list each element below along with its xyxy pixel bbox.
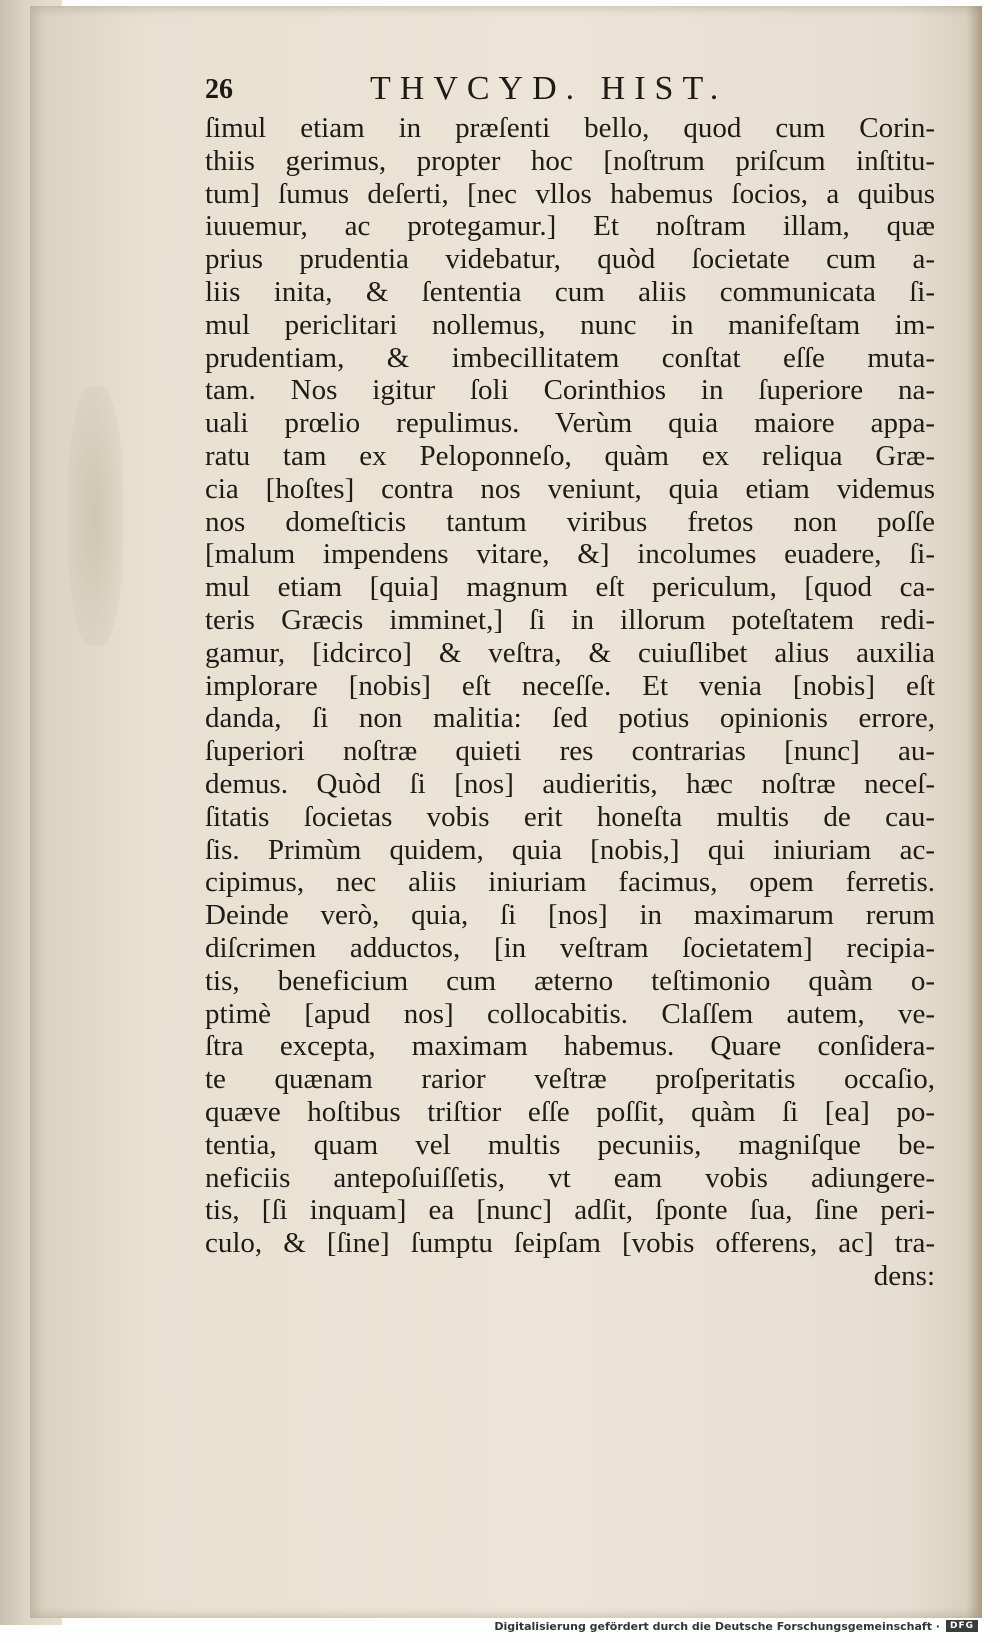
text-line: demus. Quòd ſi [nos] audieritis, hæc noſtræ neceſ- bbox=[205, 767, 935, 800]
text-line: ſuperiori noſtræ quieti res contrarias [nunc] au- bbox=[205, 735, 935, 768]
text-line: danda, ſi non malitia: ſed potius opinionis errore, bbox=[205, 702, 935, 735]
text-line: dens: bbox=[873, 1259, 935, 1292]
text-line: tis, [ſi inquam] ea [nunc] adſit, ſponte ſua, ſine peri- bbox=[205, 1194, 935, 1227]
digitization-credit bbox=[494, 1617, 978, 1635]
text-line: Deinde verò, quia, ſi [nos] in maximarum rerum bbox=[205, 899, 935, 932]
text-line: [malum impendens vitare, &] incolumes euadere, ſi- bbox=[205, 538, 935, 571]
text-line: cia [hoſtes] contra nos veniunt, quia etiam videmus bbox=[205, 472, 935, 505]
text-line: teris Græcis imminet,] ſi in illorum poteſtatem redi- bbox=[205, 603, 935, 636]
text-line: uali prœlio repulimus. Verùm quia maiore appa- bbox=[205, 407, 935, 440]
text-line: thiis gerimus, propter hoc [noſtrum priſcum inſtitu- bbox=[205, 144, 935, 177]
text-line: tis, beneficium cum æterno teſtimonio quàm o- bbox=[205, 964, 935, 997]
text-line: quæve hoſtibus triſtior eſſe poſſit, quàm ſi [ea] po- bbox=[205, 1095, 935, 1128]
credit-text: Digitalisierung gefördert durch die Deutsche Forschungsgemeinschaft · bbox=[494, 1619, 940, 1633]
text-line: tentia, quam vel multis pecuniis, magniſque be- bbox=[205, 1128, 935, 1161]
text-line: ſitatis ſocietas vobis erit honeſta multis de cau- bbox=[205, 800, 935, 833]
text-line: prudentiam, & imbecillitatem conſtat eſſe muta- bbox=[205, 341, 935, 374]
text-line: mul periclitari nollemus, nunc in manifeſtam im- bbox=[205, 308, 935, 341]
text-line: ſis. Primùm quidem, quia [nobis,] qui iniuriam ac- bbox=[205, 833, 935, 866]
page-edge-shadow bbox=[966, 6, 982, 1618]
text-line: nos domeſticis tantum viribus fretos non poſſe bbox=[205, 505, 935, 538]
text-line: prius prudentia videbatur, quòd ſocietate cum a- bbox=[205, 243, 935, 276]
text-line: ſimul etiam in præſenti bello, quod cum Corin- bbox=[205, 112, 935, 144]
text-line: te quænam rarior veſtræ proſperitatis occaſio, bbox=[205, 1063, 935, 1096]
body-text bbox=[205, 112, 935, 1293]
dfg-logo: DFG bbox=[946, 1620, 978, 1632]
text-line: iuuemur, ac protegamur.] Et noſtram illam, quæ bbox=[205, 210, 935, 243]
paper-stain bbox=[68, 386, 123, 646]
page-number: 26 bbox=[205, 74, 233, 105]
text-line: ptimè [apud nos] collocabitis. Claſſem autem, ve- bbox=[205, 997, 935, 1030]
text-line: ratu tam ex Peloponneſo, quàm ex reliqua Græ- bbox=[205, 439, 935, 472]
running-title: THVCYD. HIST. bbox=[370, 70, 728, 107]
text-line: gamur, [idcirco] & veſtra, & cuiuſlibet alius auxilia bbox=[205, 636, 935, 669]
text-line: mul etiam [quia] magnum eſt periculum, [quod ca- bbox=[205, 571, 935, 604]
text-line: liis inita, & ſententia cum aliis communicata ſi- bbox=[205, 275, 935, 308]
text-line: tam. Nos igitur ſoli Corinthios in ſuperiore na- bbox=[205, 374, 935, 407]
text-line: cipimus, nec aliis iniuriam facimus, opem ferretis. bbox=[205, 866, 935, 899]
text-line: ſtra excepta, maximam habemus. Quare conſidera- bbox=[205, 1030, 935, 1063]
text-line: implorare [nobis] eſt neceſſe. Et venia [nobis] eſt bbox=[205, 669, 935, 702]
text-line: neficiis antepoſuiſſetis, vt eam vobis adiungere- bbox=[205, 1161, 935, 1194]
running-head bbox=[205, 70, 905, 110]
text-line: tum] ſumus deſerti, [nec vllos habemus ſocios, a quibus bbox=[205, 177, 935, 210]
text-line: diſcrimen adductos, [in veſtram ſocietatem] recipia- bbox=[205, 931, 935, 964]
text-line: culo, & [ſine] ſumptu ſeipſam [vobis offerens, ac] tra- bbox=[205, 1227, 935, 1260]
